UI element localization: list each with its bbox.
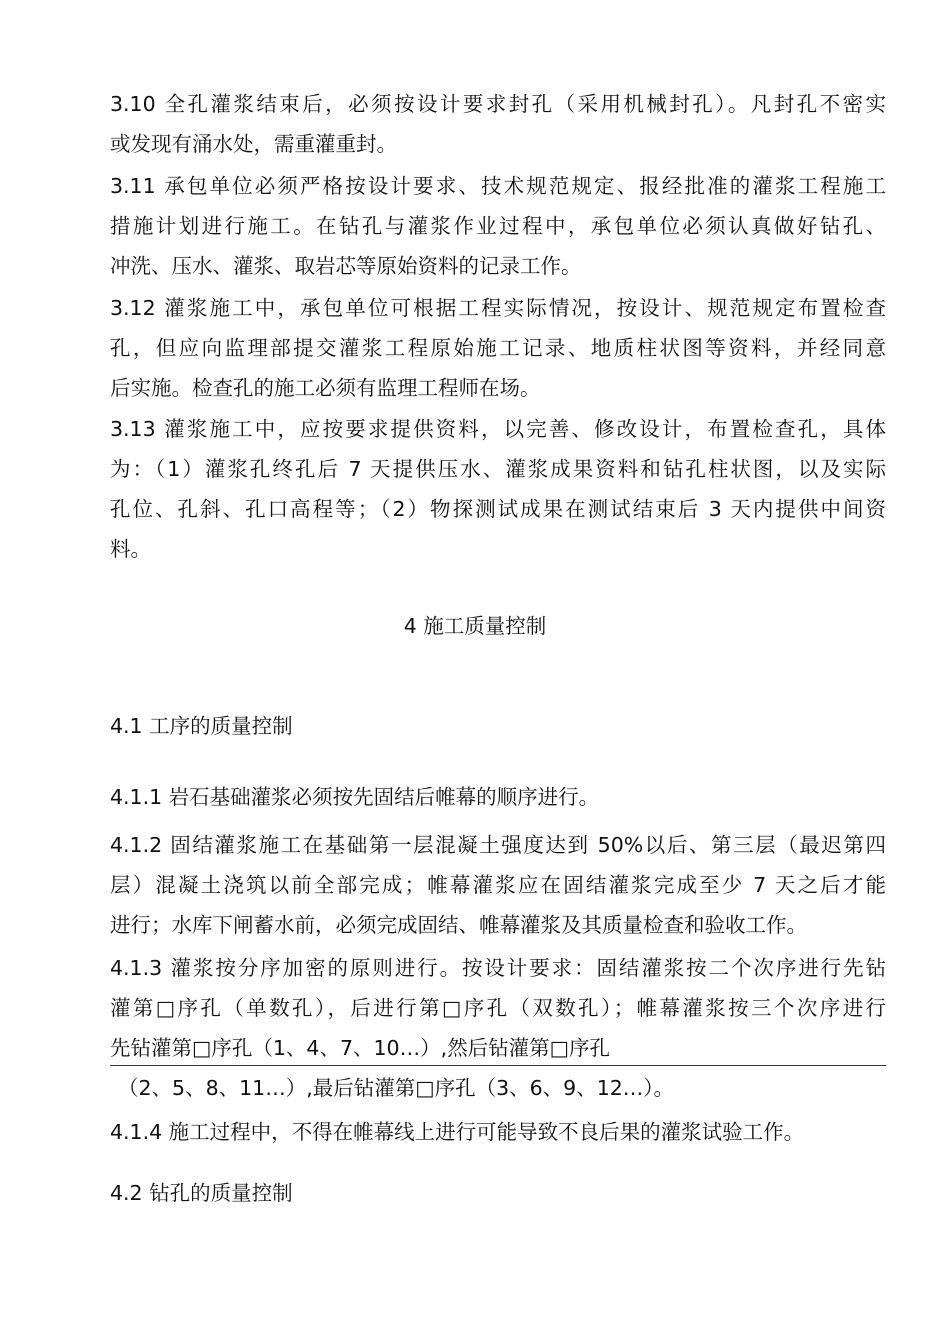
text-line: 3.12 灌浆施工中，承包单位可根据工程实际情况，按设计、规范规定布置检查 (110, 296, 886, 320)
text-line: 孔位、孔斜、孔口高程等；（2）物探测试成果在测试结束后 3 天内提供中间资 (110, 497, 886, 521)
paragraph-4-1-4: 4.1.4 施工过程中，不得在帷幕线上进行可能导致不良后果的灌浆试验工作。 (110, 1120, 805, 1144)
section-heading-4: 4 施工质量控制 (403, 614, 547, 638)
text-line: 冲洗、压水、灌浆、取岩芯等原始资料的记录工作。 (110, 254, 582, 278)
horizontal-rule (110, 1065, 886, 1066)
text-line: 灌第□序孔（单数孔），后进行第□序孔（双数孔）；帷幕灌浆按三个次序进行 (110, 996, 886, 1020)
text-line: 3.11 承包单位必须严格按设计要求、技术规范规定、报经批准的灌浆工程施工 (110, 174, 886, 198)
text-line: 后实施。检查孔的施工必须有监理工程师在场。 (110, 376, 541, 400)
text-line: 进行；水库下闸蓄水前，必须完成固结、帷幕灌浆及其质量检查和验收工作。 (110, 913, 807, 937)
text-line: 或发现有涌水处，需重灌重封。 (110, 132, 397, 156)
text-line: 措施计划进行施工。在钻孔与灌浆作业过程中，承包单位必须认真做好钻孔、 (110, 214, 886, 238)
text-line: 层）混凝土浇筑以前全部完成；帷幕灌浆应在固结灌浆完成至少 7 天之后才能 (110, 873, 886, 897)
text-line: 4.1.2 固结灌浆施工在基础第一层混凝土强度达到 50%以后、第三层（最迟第四 (110, 833, 886, 857)
text-line: 为：（1）灌浆孔终孔后 7 天提供压水、灌浆成果资料和钻孔柱状图，以及实际 (110, 457, 886, 481)
subsection-heading-4-2: 4.2 钻孔的质量控制 (110, 1181, 293, 1205)
subsection-heading-4-1: 4.1 工序的质量控制 (110, 714, 293, 738)
text-line: 先钻灌第□序孔（1、4、7、10…）,然后钻灌第□序孔 (110, 1036, 610, 1060)
text-line: 料。 (110, 537, 151, 561)
text-line: 4.1.3 灌浆按分序加密的原则进行。按设计要求：固结灌浆按二个次序进行先钻 (110, 956, 886, 980)
text-line: 孔，但应向监理部提交灌浆工程原始施工记录、地质柱状图等资料，并经同意 (110, 336, 886, 360)
text-line: 3.13 灌浆施工中，应按要求提供资料，以完善、修改设计，布置检查孔，具体 (110, 417, 886, 441)
text-line: （2、5、8、11…）,最后钻灌第□序孔（3、6、9、12…）。 (118, 1076, 675, 1100)
text-line: 3.10 全孔灌浆结束后，必须按设计要求封孔（采用机械封孔）。凡封孔不密实 (110, 92, 886, 116)
paragraph-4-1-1: 4.1.1 岩石基础灌浆必须按先固结后帷幕的顺序进行。 (110, 785, 600, 809)
